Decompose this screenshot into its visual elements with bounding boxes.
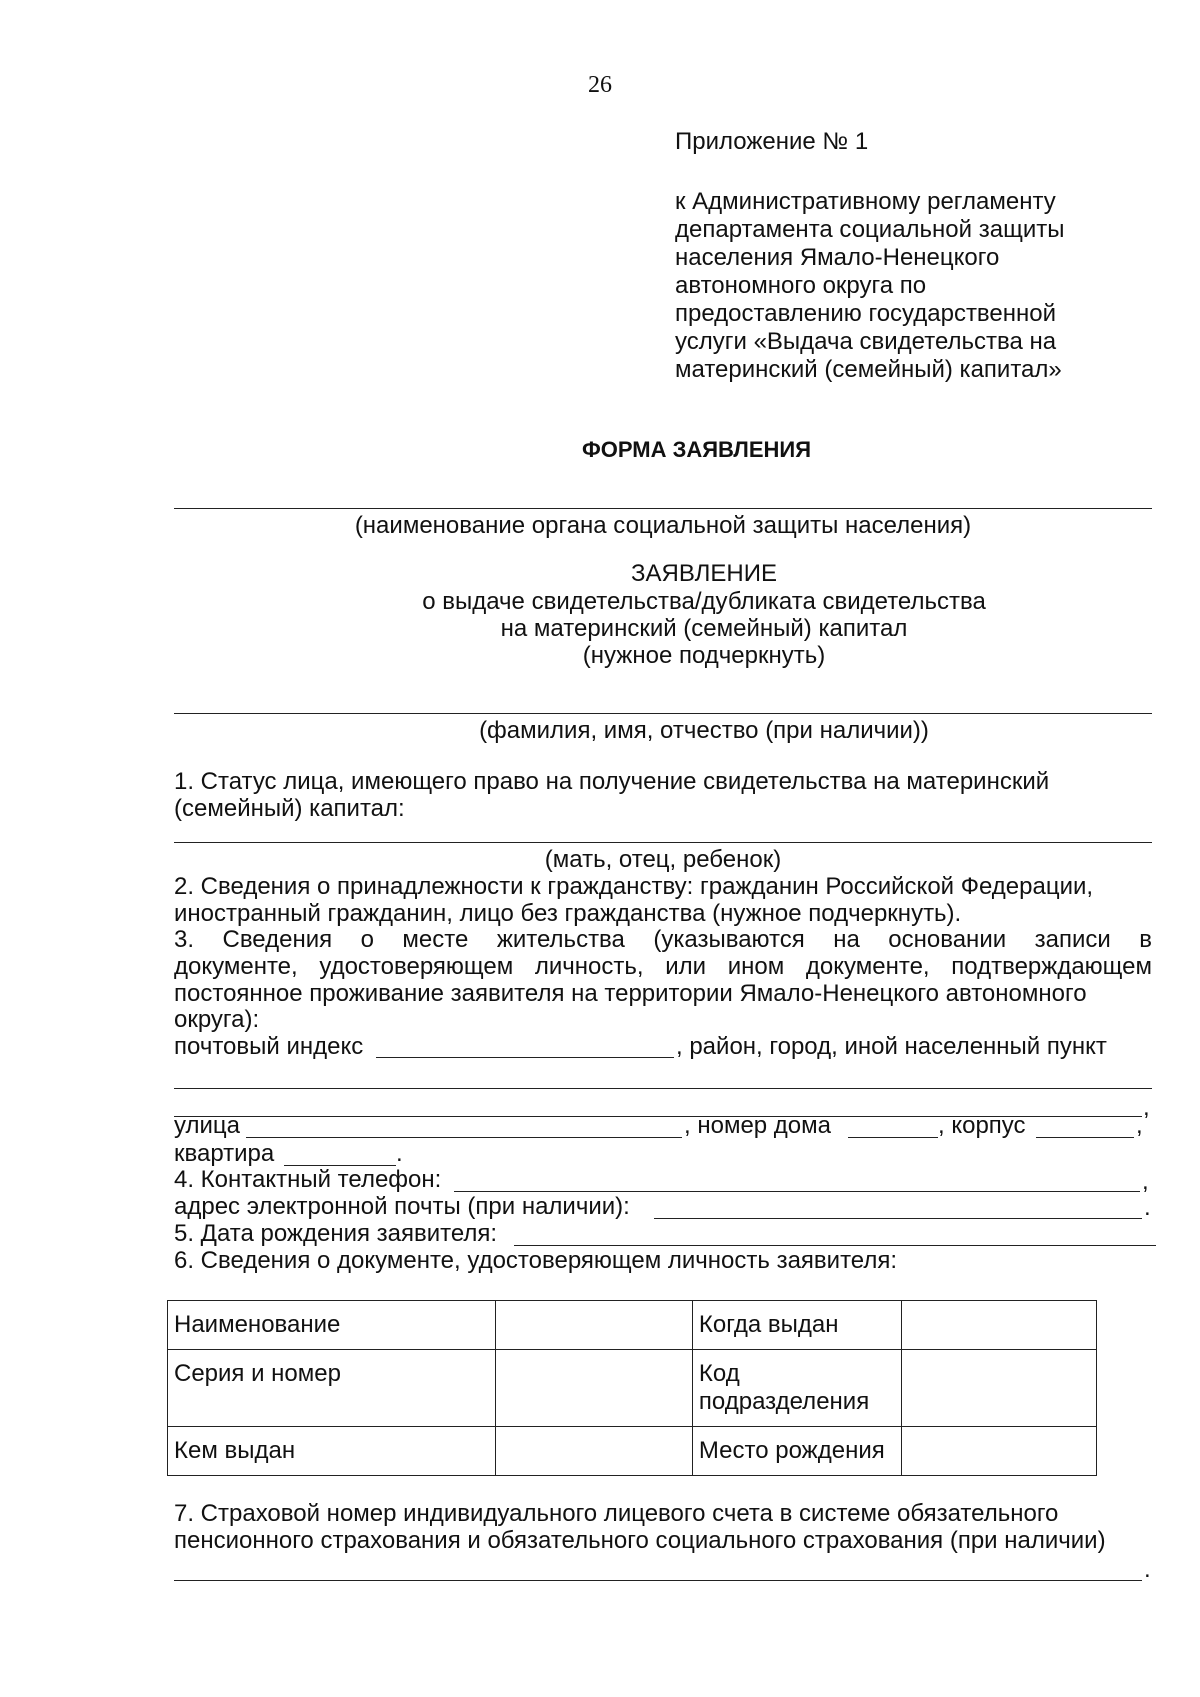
locality-field[interactable] (174, 1088, 1152, 1089)
table-row (168, 1301, 1097, 1350)
item2-text: иностранный гражданин, лицо без гражданства (нужное подчеркнуть). (174, 900, 962, 927)
statement-note: (нужное подчеркнуть) (582, 642, 826, 669)
item7-text: 7. Страховой номер индивидуального лицевого счета в системе обязательного (174, 1500, 1059, 1527)
item7-text: пенсионного страхования и обязательного социального страхования (при наличии) (174, 1527, 1106, 1554)
id-issued-by-label: Кем выдан (168, 1427, 496, 1476)
fio-line[interactable] (174, 713, 1152, 714)
house-field[interactable] (848, 1137, 938, 1138)
house-label: , номер дома (684, 1112, 831, 1139)
status-line[interactable] (174, 842, 1152, 843)
email-period: . (1144, 1194, 1151, 1221)
organ-name-line[interactable] (174, 508, 1152, 509)
appendix-line: автономного округа по (675, 272, 927, 299)
birth-date-label: 5. Дата рождения заявителя: (174, 1220, 498, 1247)
email-field[interactable] (654, 1218, 1142, 1219)
phone-comma: , (1142, 1168, 1149, 1195)
id-issued-date-value[interactable] (901, 1301, 1096, 1350)
phone-label: 4. Контактный телефон: (174, 1166, 442, 1193)
appendix-line: предоставлению государственной (675, 300, 1057, 327)
street-field[interactable] (246, 1137, 682, 1138)
locality-comma: , (1143, 1094, 1150, 1121)
appendix-line: материнский (семейный) капитал» (675, 356, 1062, 383)
appendix-line: населения Ямало-Ненецкого (675, 244, 1000, 271)
phone-field[interactable] (454, 1191, 1140, 1192)
appendix-line: к Административному регламенту (675, 188, 1056, 215)
building-field[interactable] (1036, 1137, 1134, 1138)
statement-subtitle: о выдаче свидетельства/дубликата свидетельства (422, 588, 986, 615)
snils-period: . (1144, 1556, 1151, 1583)
form-title: ФОРМА ЗАЯВЛЕНИЯ (581, 437, 812, 462)
table-row (168, 1427, 1097, 1476)
statement-title: ЗАЯВЛЕНИЕ (631, 560, 777, 587)
id-division-code-value[interactable] (901, 1350, 1096, 1427)
postal-index-field[interactable] (376, 1057, 674, 1058)
street-label: улица (174, 1112, 240, 1139)
appendix-title: Приложение № 1 (675, 128, 869, 155)
id-series-label: Серия и номер (168, 1350, 496, 1427)
postal-index-label: почтовый индекс (174, 1033, 364, 1060)
snils-field[interactable] (174, 1580, 1142, 1581)
item3-text: документе, удостоверяющем личность, или ином документе, подтверждающем (174, 953, 1152, 980)
id-birthplace-value[interactable] (901, 1427, 1096, 1476)
id-document-table (167, 1300, 1097, 1476)
id-document-label: 6. Сведения о документе, удостоверяющем личность заявителя: (174, 1247, 898, 1274)
apartment-label: квартира (174, 1140, 275, 1167)
item1-text: 1. Статус лица, имеющего право на получение свидетельства на материнский (174, 768, 1050, 795)
id-division-code-label: Код подразделения (692, 1350, 901, 1427)
item3-text: округа): (174, 1006, 260, 1033)
id-issued-date-label: Когда выдан (692, 1301, 901, 1350)
item3-text: 3. Сведения о месте жительства (указываются на основании записи в (174, 926, 1152, 953)
status-caption: (мать, отец, ребенок) (544, 846, 782, 873)
apartment-period: . (396, 1140, 403, 1167)
appendix-text (675, 188, 1064, 384)
building-label: , корпус (938, 1112, 1026, 1139)
birth-date-field[interactable] (514, 1245, 1156, 1246)
locality-label: , район, город, иной населенный пункт (676, 1033, 1107, 1060)
organ-name-caption: (наименование органа социальной защиты населения) (354, 512, 972, 539)
item2-text: 2. Сведения о принадлежности к гражданству: гражданин Российской Федерации, (174, 873, 1094, 900)
building-comma: , (1136, 1112, 1143, 1139)
id-name-label: Наименование (168, 1301, 496, 1350)
item3-text: постоянное проживание заявителя на территории Ямало-Ненецкого автономного (174, 980, 1087, 1007)
statement-subtitle: на материнский (семейный) капитал (500, 615, 908, 642)
page-number: 26 (588, 72, 612, 98)
appendix-line: услуги «Выдача свидетельства на (675, 328, 1057, 355)
item1-text: (семейный) капитал: (174, 795, 405, 822)
id-birthplace-label: Место рождения (692, 1427, 901, 1476)
id-issued-by-value[interactable] (495, 1427, 692, 1476)
email-label: адрес электронной почты (при наличии): (174, 1193, 630, 1220)
appendix-line: департамента социальной защиты (675, 216, 1065, 243)
id-name-value[interactable] (495, 1301, 692, 1350)
id-series-value[interactable] (495, 1350, 692, 1427)
table-row (168, 1350, 1097, 1427)
fio-caption: (фамилия, имя, отчество (при наличии)) (479, 717, 929, 744)
